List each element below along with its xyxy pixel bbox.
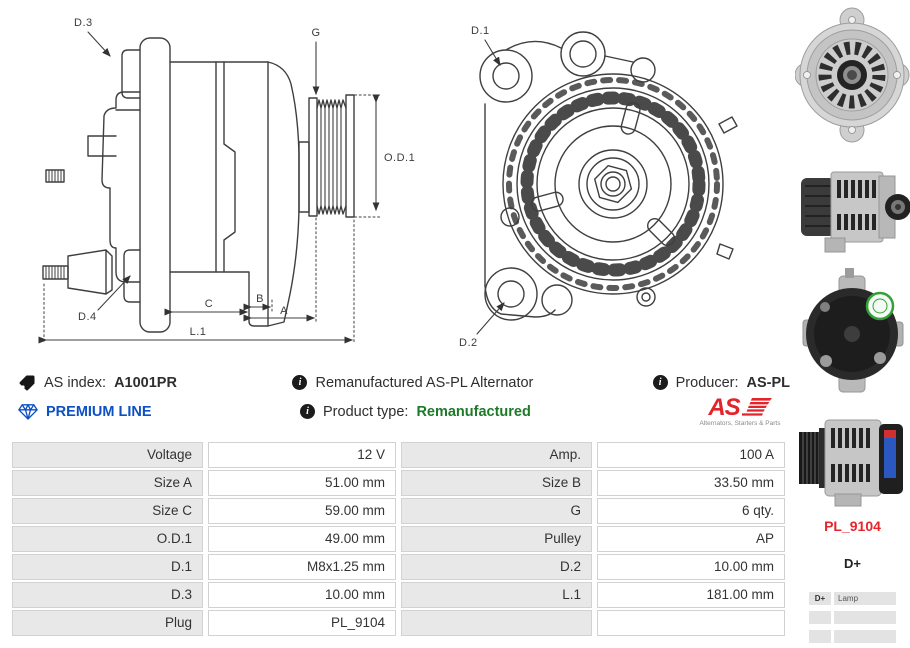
product-photo-side-left[interactable] [795,150,910,260]
pinout-function: Lamp [834,592,896,605]
mounting-ear-hole-d2 [485,268,537,320]
vent-slot-ring [527,98,699,270]
bolt-stud-top [46,170,64,182]
as-pl-logo-stripes [742,398,772,418]
diamond-icon [18,403,38,420]
info-row-1 [18,368,795,397]
terminal-label: D+ [844,556,861,571]
product-type-item [300,404,670,420]
spec-label: Plug [12,610,203,636]
shaft [299,142,309,212]
spec-value: 10.00 mm [597,554,785,580]
spec-value: 33.50 mm [597,470,785,496]
dim-label-d1: D.1 [471,25,490,37]
spec-label [401,610,592,636]
spec-value: PL_9104 [208,610,396,636]
as-pl-logo-text: AS [708,394,740,421]
premium-line-item [18,403,300,420]
as-index-item [18,374,292,392]
housing-outline [503,74,723,294]
spec-value: 10.00 mm [208,582,396,608]
dim-label-d4: D.4 [78,311,97,323]
spec-label: L.1 [401,582,592,608]
pinout-row [809,630,896,643]
spec-label: G [401,498,592,524]
spec-value: AP [597,526,785,552]
dim-arrow-d1 [485,40,500,65]
spec-label: Size A [12,470,203,496]
premium-line-badge: PREMIUM LINE [46,403,152,420]
producer-item [653,375,795,391]
dim-arrow-d3 [88,32,110,56]
spec-label: Pulley [401,526,592,552]
dim-label-a: A [280,305,288,317]
spec-label: O.D.1 [12,526,203,552]
dim-label-d2: D.2 [459,337,478,349]
as-pl-logo-caption: Alternators, Starters & Parts [699,420,781,427]
spec-value: 6 qty. [597,498,785,524]
product-photo-side-right[interactable] [795,398,910,513]
spec-label: Voltage [12,442,203,468]
pinout-row [809,592,896,605]
technical-drawing-front-view [433,4,765,356]
rear-cover-outline [102,92,140,282]
spec-value: 12 V [208,442,396,468]
spec-label: Size B [401,470,592,496]
product-description: Remanufactured AS-PL Alternator [315,374,534,391]
producer-value: AS-PL [746,374,790,391]
spec-value: M8x1.25 mm [208,554,396,580]
spec-value: 59.00 mm [208,498,396,524]
bolt-stud-bottom [43,266,68,279]
technical-drawing-side-view [28,4,426,362]
dim-label-d3: D.3 [74,17,93,29]
as-pl-logo [690,396,790,427]
pulley [309,95,354,217]
spec-value: 181.00 mm [597,582,785,608]
pinout-function [834,611,896,624]
info-row-2 [18,394,795,427]
as-index-value: A1001PR [114,374,177,391]
spec-label: D.1 [12,554,203,580]
as-index-label: AS index: [44,374,107,391]
mounting-ear-hole-d1 [480,50,532,102]
spec-label: D.2 [401,554,592,580]
description-item [292,375,652,391]
info-icon: i [292,375,307,390]
tag-icon [18,374,36,392]
product-photo-rear[interactable] [795,262,910,397]
product-info-section [0,368,795,426]
product-type-label: Product type: [323,403,409,420]
dim-label-c: C [204,298,214,310]
mounting-ear-band [140,38,170,332]
pinout-pin [809,630,831,643]
connector-plug-outline [68,250,112,294]
info-icon: i [653,375,668,390]
pinout-pin [809,611,831,624]
dim-label-b: B [256,293,264,305]
pinout-row [809,611,896,624]
spec-label: D.3 [12,582,203,608]
dim-label-l1: L.1 [189,326,207,338]
shaft-hex-nut [595,166,632,203]
spec-label: Size C [12,498,203,524]
producer-label: Producer: [675,374,739,391]
dim-label-g: G [311,27,321,39]
pinout-pin: D+ [809,592,831,605]
spec-label: Amp. [401,442,592,468]
brand-logo-item [670,396,795,427]
spec-value: 51.00 mm [208,470,396,496]
product-type-value: Remanufactured [416,403,531,420]
pinout-function [834,630,896,643]
part-code-label: PL_9104 [824,518,881,534]
plug-pinout-table [809,592,896,648]
dim-label-od1: O.D.1 [384,152,416,164]
dim-arrow-d2 [477,303,504,334]
info-icon: i [300,404,315,419]
spec-value [597,610,785,636]
product-photo-column [795,0,910,648]
product-photo-front[interactable] [795,4,910,146]
spec-value: 100 A [597,442,785,468]
spec-value: 49.00 mm [208,526,396,552]
spec-table [12,442,785,636]
